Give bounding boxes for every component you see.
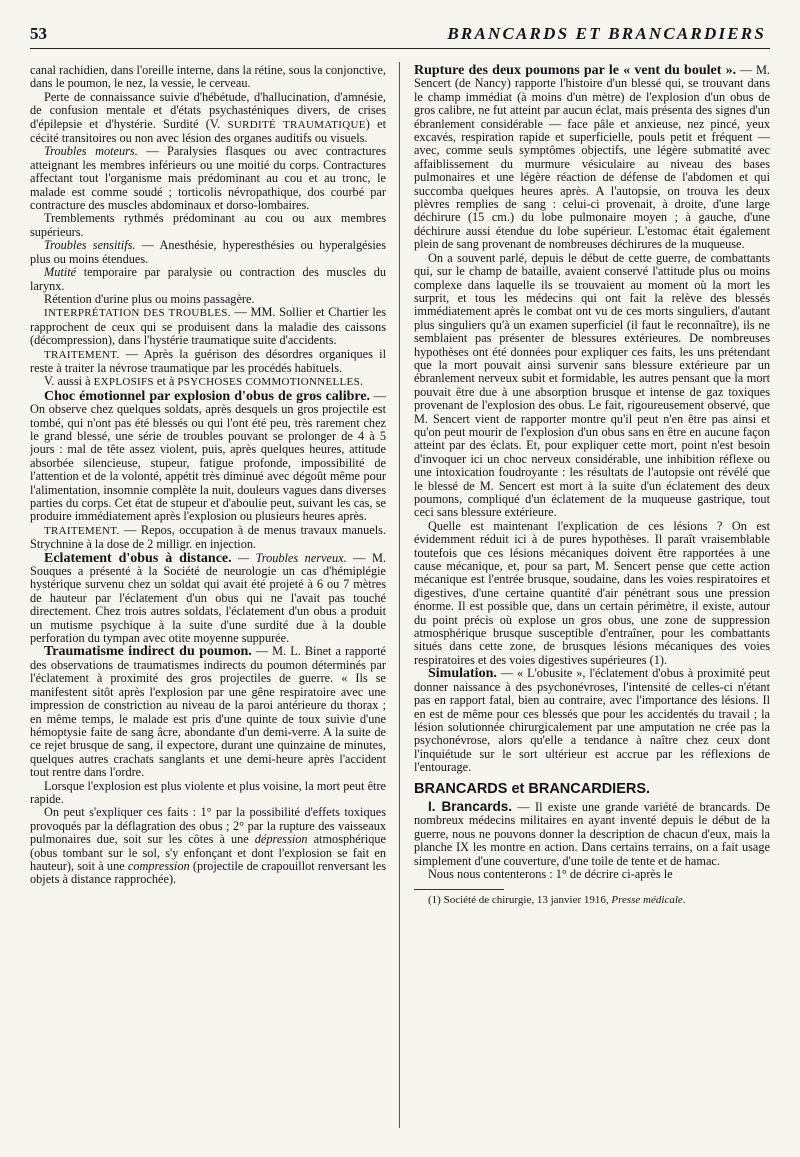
entry-heading: I. Brancards. <box>428 798 513 814</box>
running-title: BRANCARDS ET BRANCARDIERS <box>447 24 766 43</box>
entry-heading: Rupture des deux poumons par le « vent du boulet ». <box>414 64 737 78</box>
cross-reference: PSYCHOSES COMMOTIONNELLES <box>177 376 360 389</box>
paragraph: Troubles sensitifs. — Anesthésie, hyperesthésies ou hyperalgésies plus ou moins étendues. <box>30 238 386 266</box>
paragraph: Rupture des deux poumons par le « vent du boulet ». — M. Sencert (de Nancy) rapporte l'histoire d'un blessé qui, se trouvant dans le champ immédiat (à moins d'un mètre) de l'explosion d'un obus de gros calibre, ne fut atteint par aucun éclat, mais présenta des signes d'un ébranlement considérable — face pâle et anxieuse, nez pincé, yeux excavés, respiration rapide et superficielle, pouls petit et fréquent — avec, comme seuls symptômes objectifs, une légère submatité avec affaiblissement du murmure vésiculaire au niveau des bases pulmonaires et une légère réaction de défense de l'abdomen et qui succomba quelques heures après. A l'autopsie, on trouva les deux plèvres remplies de sang : celui-ci provenait, à droite, d'une large déchirure (15 cm.) du lobe pulmonaire moyen ; à gauche, d'une déchirure aussi étendue du lobe supérieur. L'estomac était également plein de sang provenant de nombreuses déchirures de la muqueuse. <box>414 64 770 252</box>
paragraph: Traumatisme indirect du poumon. — M. L. Binet a rapporté des observations de traumatismes indirects du poumon déterminés par l'éclatement à proximité des gros projectiles de guerre. « Ils se manifestent sitôt après l'explosion par une gêne respiratoire avec une impression de constriction au niveau de la paroi antérieure du thorax ; en même temps, le malade est pris d'une quinte de toux suivie d'une hémoptysie faite de sang âcre, abondante d'un demi-verre. A la suite de ce rejet brusque de sang, il expectore, durant une quinzaine de minutes, quelques autres crachats sanglants et une demi-heure après l'accident tout rentre dans l'ordre. <box>30 644 386 780</box>
column-divider <box>399 62 400 1128</box>
page-number: 53 <box>30 24 47 43</box>
left-column <box>30 64 386 1136</box>
page-header <box>30 22 770 49</box>
paragraph: Perte de connaissance suivie d'hébétude, d'hallucination, d'amnésie, de confusion mentale et d'états psychasténiques divers, de crises d'épilepsie et d'hystérie. Surdité (V. SURDITÉ TRAUMATIQUE) et cécité transitoires ou non avec lésion des organes auditifs ou visuels. <box>30 89 386 146</box>
paragraph: Troubles moteurs. — Paralysies flasques ou avec contractures atteignant les membres inférieurs ou une moitié du corps. Contractures affectant tout l'organisme mais prédominant au cou et au tronc, le malade est comme soudé ; torticolis névropathique, dos courbé par contracture des muscles abdominaux et dorso-lombaires. <box>30 144 386 213</box>
paragraph: INTERPRÉTATION DES TROUBLES. — MM. Sollier et Chartier les rapprochent de ceux qui se produisent dans la maladie des caissons (décompression), dans l'hystérie traumatique suite d'accidents. <box>30 305 386 348</box>
footnote: (1) Société de chirurgie, 13 janvier 1916, Presse médicale. <box>428 894 686 907</box>
paragraph: Tremblements rythmés prédominant au cou ou aux membres supérieurs. <box>30 211 386 239</box>
cross-reference: SURDITÉ TRAUMATIQUE <box>227 118 366 131</box>
paragraph: Lorsque l'explosion est plus violente et plus voisine, la mort peut être rapide. <box>30 778 386 806</box>
run-in-heading: INTERPRÉTATION DES TROUBLES. <box>44 307 231 320</box>
footnote-rule <box>414 889 504 890</box>
cross-reference: EXPLOSIFS <box>93 376 154 389</box>
right-column <box>414 64 770 1136</box>
paragraph: Nous nous contenterons : 1° de décrire ci-après le <box>428 866 673 881</box>
entry-heading: Traumatisme indirect du poumon. <box>44 644 252 660</box>
paragraph: Simulation. — « L'obusite », l'éclatement d'obus à proximité peut donner naissance à des psychonévroses, l'intensité de celles-ci n'étant pas en rapport fatal, bien au contraire, avec l'importance des lésions. Il en est de même pour ces blessés que pour les accidentés du travail ; la lésion solutionnée chirurgicalement par une amputation ne crée pas la psychonévrose, alors qu'elle a tendance à naître chez ceux dont l'inquiétude sur le sort ultérieur est accrue par les réflexions de l'entourage. <box>414 666 770 775</box>
run-in-heading: TRAITEMENT. <box>44 348 120 361</box>
paragraph: TRAITEMENT. — Après la guérison des désordres organiques il reste à traiter la névrose traumatique par les procédés habituels. <box>30 346 386 375</box>
entry-heading: Simulation. <box>428 666 497 682</box>
paragraph: I. Brancards. — Il existe une grande variété de brancards. De nombreux médecins militaires en ayant inventé depuis le début de la guerre, nous ne pouvons donner la description de chacun d'eux, mais la planche IX les montre en action. Dans certains terrains, on a fait usage simplement d'une couverture, d'une toile de tente et de hamac. <box>414 798 770 868</box>
run-in-heading: TRAITEMENT. <box>44 524 120 537</box>
paragraph: Quelle est maintenant l'explication de ces lésions ? On est évidemment réduit ici à de pures hypothèses. Il paraît vraisemblable toutefois que ces lésions mécaniques doivent être rapportées à une cause mécanique, et, pour sa part, M. Sencert pense que cette action mécanique est l'entrée brusque, soudaine, dans les voies respiratoires et digestives, d'une certaine quantité d'air pénétrant sous une pression énorme. Il est possible que, dans un certain périmètre, il existe, autour du point précis où explose un gros obus, une zone de suppression atmosphérique brusque susceptible d'entraîner, pour les combattants situés dans cette zone, de brusques lésions mécaniques des voies respiratoires et des voies digestives supérieures (1). <box>414 518 770 667</box>
paragraph: canal rachidien, dans l'oreille interne, dans la rétine, sous la conjonctive, dans le poumon, le nez, la vessie, le cerveau. <box>30 64 386 91</box>
paragraph: V. aussi à EXPLOSIFS et à PSYCHOSES COMMOTIONNELLES. <box>44 374 364 389</box>
section-title: BRANCARDS et BRANCARDIERS. <box>414 780 651 797</box>
run-in-heading: Troubles sensitifs. <box>44 238 136 253</box>
paragraph: TRAITEMENT. — Repos, occupation à de menus travaux manuels. Strychnine à la dose de 2 milligr. en injection. <box>30 522 386 552</box>
paragraph: Choc émotionnel par explosion d'obus de gros calibre. — On observe chez quelques soldats, après desquels un gros projectile est tombé, qui n'ont pas été blessés ou qui l'ont été peu, très rarement chez le grand blessé, une série de troubles pouvant se prolonger de 4 à 5 jours : mal de tête assez violent, puis, après quelques heures, attitude absorbée silencieuse, stupeur, fatigue profonde, impossibilité de l'attention et de la volonté, appétit très diminué avec dégoût même pour l'alimentation, insomnie complète la nuit, douleurs vagues dans diverses parties du corps. Cet état de stupeur et d'aboulie peut, suivant les cas, se produire immédiatement après l'explosion ou plusieurs heures après. <box>30 388 386 524</box>
entry-heading: Choc émotionnel par explosion d'obus de gros calibre. <box>44 388 371 404</box>
paragraph: On peut s'expliquer ces faits : 1° par la possibilité d'effets toxiques provoqués par la déflagration des obus ; 2° par la rupture des vaisseaux pulmonaires due, soit sur les côtes à une dépression atmosphérique (obus tombant sur le sol, s'y enfonçant et dont l'explosion se fait en hauteur), soit à une compression (projectile de crapouillot renversant les objets à distance rapprochée). <box>30 805 386 887</box>
run-in-heading: Troubles moteurs. <box>44 144 138 159</box>
paragraph: Eclatement d'obus à distance. — Troubles nerveux. — M. Souques a présenté à la Société de neurologie un cas d'hémiplégie hystérique survenu chez un soldat qui avait été projeté à 6 ou 7 mètres de hauteur par l'éclatement d'un obus qui ne l'avait pas touché directement. Chez trois autres soldats, l'éclatement d'un obus a produit un mutisme psychique à la suite d'une surdité due à la double perforation du tympan avec otite moyenne suppurée. <box>30 550 386 646</box>
paragraph: Rétention d'urine plus ou moins passagère. <box>44 291 255 306</box>
entry-heading: Eclatement d'obus à distance. <box>44 550 232 566</box>
paragraph: On a souvent parlé, depuis le début de cette guerre, de combattants qui, sur le champ de bataille, avaient conservé l'attitude plus ou moins complexe dans laquelle ils se trouvaient au moment où la mort les surprit, et tous les médecins qui ont fait la relève des blessés immédiatement après le combat ont vu de ces morts singuliers, d'autant plus singuliers qu'à un examen superficiel (il faut le reconnaître), ils ne semblaient pas présenter de blessures extérieures. De nombreuses hypothèses ont été données pour expliquer ces faits, les uns prétendant que la mort pouvait ainsi survenir sans blessure extérieure par un ébranlement nerveux subit et formidable, les autres pensant que la mort pouvait être due à une absorption brusque et intense de gaz toxiques provenant de l'explosion des obus. Le fait, rigoureusement observé, que M. Sencert vient de rapporter montre qu'il peut n'en être pas ainsi et qu'on peut mourir de l'explosion d'un obus sans en être en aucune façon atteint par des éclats. Et, pour expliquer cette mort, point n'est besoin d'invoquer ici un choc nerveux considérable, une inhibition réflexe ou une intoxication foudroyante : les résultats de l'autopsie ont révélé que le blessé de M. Sencert est mort à la suite d'un éclatement des deux poumons, compliqué d'un éclatement de la muqueuse gastrique, tout ceci sans blessure extérieure. <box>414 250 770 520</box>
paragraph: Mutité temporaire par paralysie ou contraction des muscles du larynx. <box>30 265 386 293</box>
